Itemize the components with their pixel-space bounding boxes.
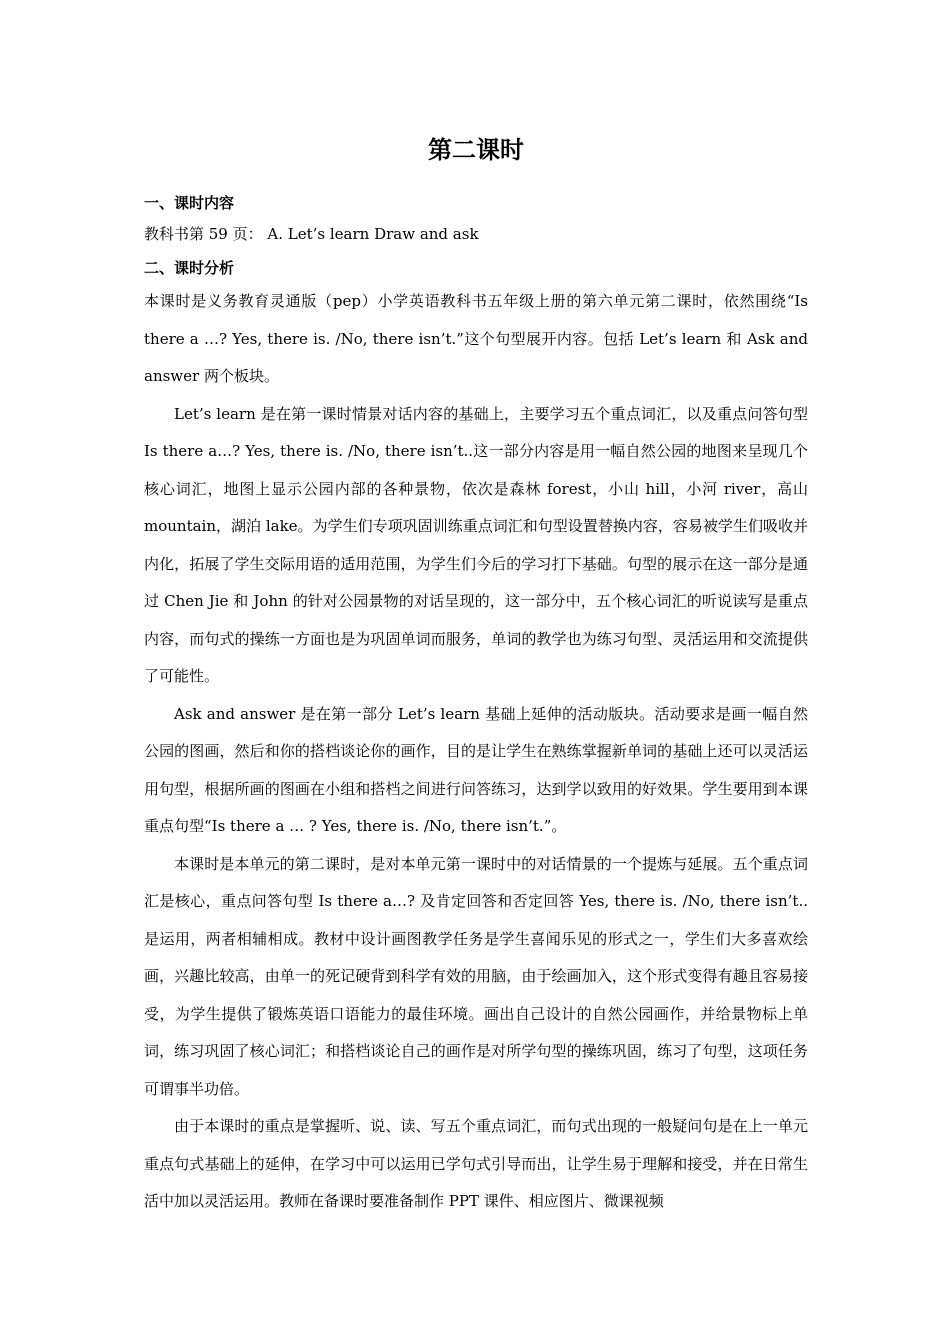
analysis-paragraph-lesson-summary: 本课时是本单元的第二课时，是对本单元第一课时中的对话情景的一个提炼与延展。五个重点词汇是核心，重点问答句型 Is there a…? 及肯定回答和否定回答 Yes, there is. /No, there isn’t..是运用，两者相辅相成。教材中设计画图教学任务是学生喜闻乐见的形式之一，学生们大多喜欢绘画，兴趣比较高，由单一的死记硬背到科学有效的用脑，由于绘画加入，这个形式变得有趣且容易接受，为学生提供了锻炼英语口语能力的最佳环境。画出自己设计的自然公园画作，并给景物标上单词，练习巩固了核心词汇；和搭档谈论自己的画作是对所学句型的操练巩固，练习了句型，这项任务可谓事半功倍。 <box>144 854 808 1098</box>
section-heading-lesson-analysis: 二、课时分析 <box>144 259 235 277</box>
analysis-paragraph-ask-and-answer: Ask and answer 是在第一部分 Let’s learn 基础上延伸的活动版块。活动要求是画一幅自然公园的图画，然后和你的搭档谈论你的画作，目的是让学生在熟练掌握新单词的基础上还可以灵活运用句型，根据所画的图画在小组和搭档之间进行问答练习，达到学以致用的好效果。学生要用到本课重点句型“Is there a … ? Yes, there is. /No, there isn’t.”。 <box>144 704 808 835</box>
analysis-paragraph-lets-learn: Let’s learn 是在第一课时情景对话内容的基础上，主要学习五个重点词汇，以及重点问答句型 Is there a…? Yes, there is. /No, there isn’t..这一部分内容是用一幅自然公园的地图来呈现几个核心词汇，地图上显示公园内部的各种景物，依次是森林 forest，小山 hill，小河 river，高山 mountain，湖泊 lake。为学生们专项巩固训练重点词汇和句型设置替换内容，容易被学生们吸收并内化，拓展了学生交际用语的适用范围，为学生们今后的学习打下基础。句型的展示在这一部分是通过 Chen Jie 和 John 的针对公园景物的对话呈现的，这一部分中，五个核心词汇的听说读写是重点内容，而句式的操练一方面也是为巩固单词而服务，单词的教学也为练习句型、灵活运用和交流提供了可能性。 <box>144 404 808 685</box>
page-title: 第二课时 <box>428 135 524 164</box>
analysis-paragraph-preparation: 由于本课时的重点是掌握听、说、读、写五个重点词汇，而句式出现的一般疑问句是在上一单元重点句式基础上的延伸，在学习中可以运用已学句式引导而出，让学生易于理解和接受，并在日常生活中加以灵活运用。教师在备课时要准备制作 PPT 课件、相应图片、微课视频 <box>144 1117 808 1210</box>
analysis-paragraph-intro: 本课时是义务教育灵通版（pep）小学英语教科书五年级上册的第六单元第二课时，依然围绕“Is there a …? Yes, there is. /No, there isn’t.”这个句型展开内容。包括 Let’s learn 和 Ask and answer 两个板块。 <box>144 292 808 385</box>
lesson-content-text: 教科书第 59 页： A. Let’s learn Draw and ask <box>144 225 479 243</box>
section-heading-lesson-content: 一、课时内容 <box>144 194 235 212</box>
